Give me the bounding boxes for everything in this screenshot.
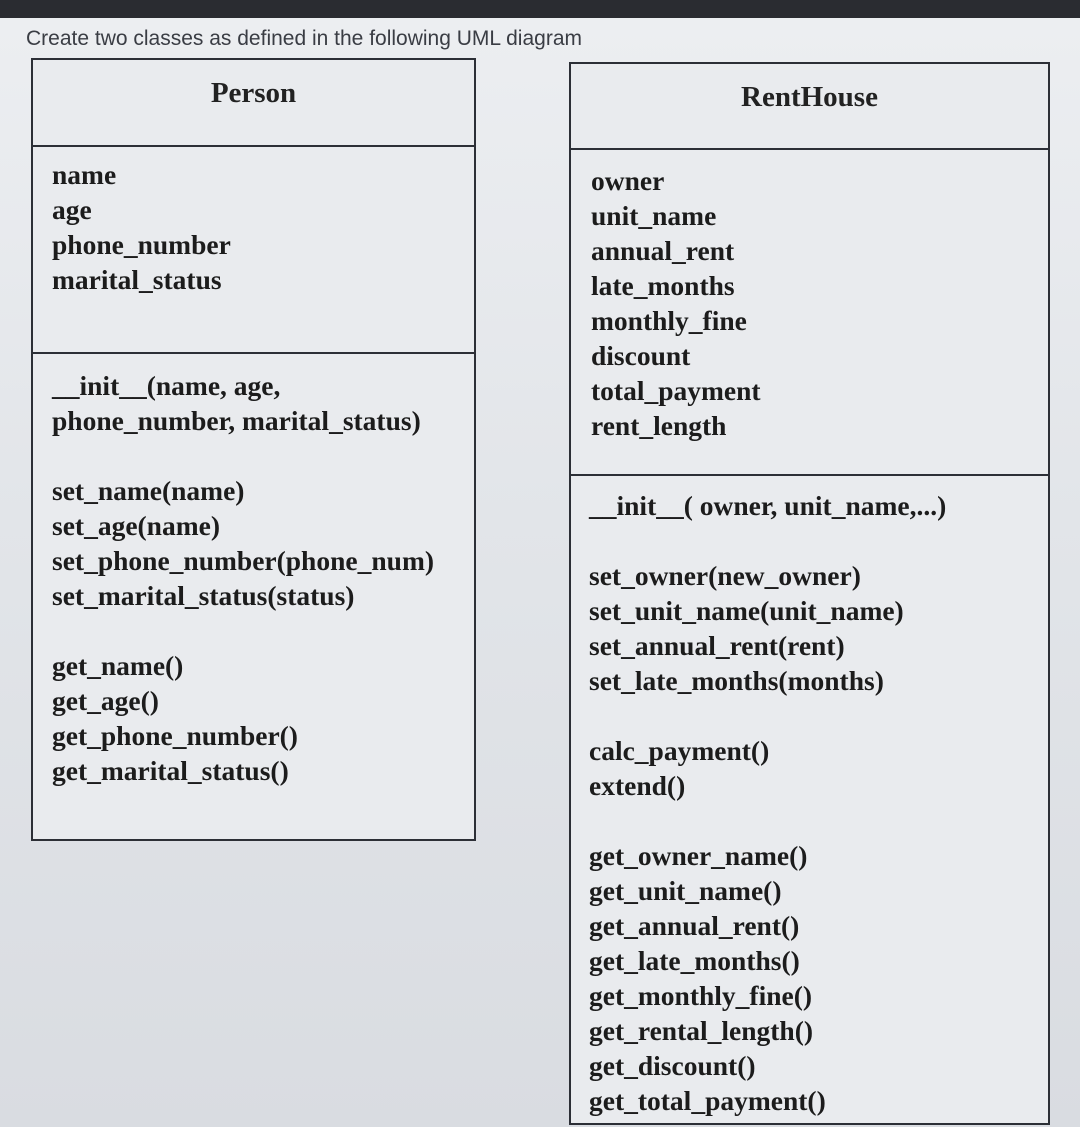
renthouse-operation-group xyxy=(589,558,1048,698)
renthouse-operation: get_unit_name() xyxy=(589,875,782,906)
renthouse-attribute: unit_name xyxy=(591,200,717,231)
renthouse-operation: get_discount() xyxy=(589,1050,756,1081)
person-class-name: Person xyxy=(33,60,474,147)
renthouse-operation: set_annual_rent(rent) xyxy=(589,630,845,661)
renthouse-operation: extend() xyxy=(589,770,686,801)
person-operation: phone_number, marital_status) xyxy=(52,405,421,436)
person-operation: set_age(name) xyxy=(52,510,220,541)
person-operation-group xyxy=(52,368,474,438)
renthouse-operation: get_total_payment() xyxy=(589,1085,826,1116)
instruction-text: Create two classes as defined in the following UML diagram xyxy=(26,27,582,50)
person-operation: get_phone_number() xyxy=(52,720,298,751)
person-class-box xyxy=(31,58,476,841)
person-attribute: marital_status xyxy=(52,264,222,295)
person-operation: get_age() xyxy=(52,685,159,716)
person-operation: get_name() xyxy=(52,650,184,681)
renthouse-operation: __init__( owner, unit_name,...) xyxy=(589,490,947,521)
renthouse-attribute: discount xyxy=(591,340,691,371)
renthouse-operation-group xyxy=(589,733,1048,803)
person-operation-group xyxy=(52,648,474,788)
top-bar xyxy=(0,0,1080,18)
person-operation-group xyxy=(52,473,474,613)
renthouse-attributes xyxy=(571,150,1048,476)
renthouse-operation-group xyxy=(589,838,1048,1118)
renthouse-attribute: owner xyxy=(591,165,665,196)
renthouse-attribute: annual_rent xyxy=(591,235,735,266)
person-attribute: name xyxy=(52,159,117,190)
renthouse-operation: calc_payment() xyxy=(589,735,770,766)
renthouse-class-name: RentHouse xyxy=(571,64,1048,150)
renthouse-operation-group xyxy=(589,488,1048,523)
renthouse-operation: get_owner_name() xyxy=(589,840,808,871)
person-attribute: phone_number xyxy=(52,229,231,260)
renthouse-operation: set_owner(new_owner) xyxy=(589,560,861,591)
person-attribute: age xyxy=(52,194,92,225)
person-operation: set_name(name) xyxy=(52,475,245,506)
person-operation: set_phone_number(phone_num) xyxy=(52,545,435,576)
person-attributes xyxy=(33,147,474,354)
person-operation: set_marital_status(status) xyxy=(52,580,355,611)
renthouse-operation: set_late_months(months) xyxy=(589,665,884,696)
renthouse-class-box xyxy=(569,62,1050,1125)
renthouse-attribute: total_payment xyxy=(591,375,761,406)
renthouse-operations xyxy=(571,476,1048,1118)
renthouse-operation: get_rental_length() xyxy=(589,1015,814,1046)
renthouse-attribute: monthly_fine xyxy=(591,305,747,336)
renthouse-attribute: rent_length xyxy=(591,410,727,441)
person-operation: get_marital_status() xyxy=(52,755,289,786)
renthouse-operation: get_annual_rent() xyxy=(589,910,800,941)
person-operations xyxy=(33,354,474,788)
renthouse-attribute: late_months xyxy=(591,270,735,301)
renthouse-operation: get_late_months() xyxy=(589,945,800,976)
renthouse-operation: get_monthly_fine() xyxy=(589,980,813,1011)
renthouse-operation: set_unit_name(unit_name) xyxy=(589,595,904,626)
person-operation: __init__(name, age, xyxy=(52,370,281,401)
